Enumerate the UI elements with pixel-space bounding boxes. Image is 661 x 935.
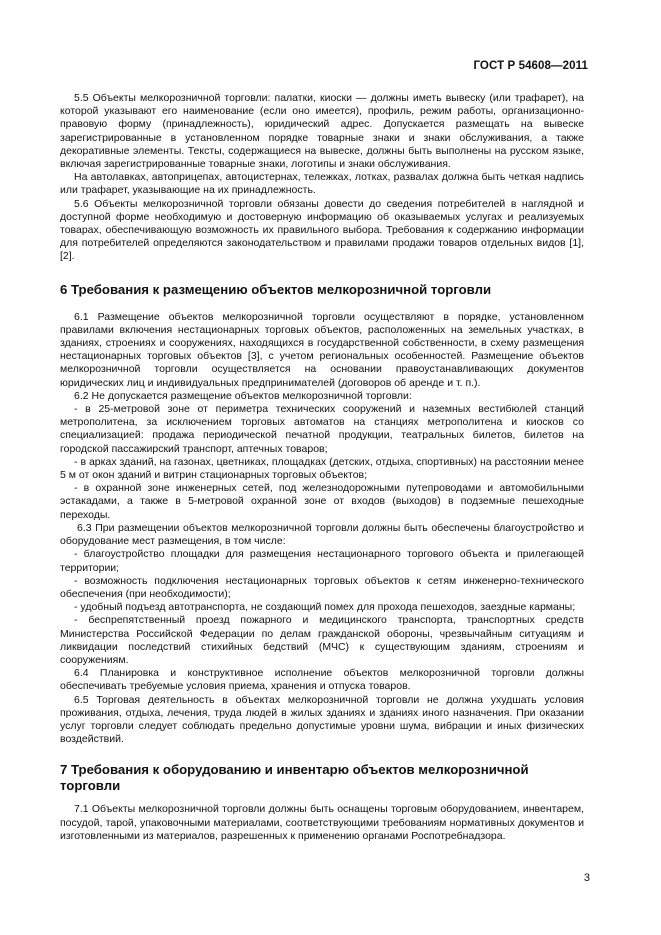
list-item-6-2-metro: - в 25-метровой зоне от периметра технических сооружений и наземных вестибюлей станций метрополитена, за исключением торговых автоматов на станциях метрополитена и киосков со специализацией: продажа периодической печатной продукции, театральных билетов, билетов на городской пассажирский транспорт, аптечных товаров; <box>60 403 584 455</box>
page-body <box>60 92 584 843</box>
page-number: 3 <box>583 872 590 884</box>
paragraph-6-4: 6.4 Планировка и конструктивное исполнение объектов мелкорозничной торговли должны обеспечивать требуемые условия приема, хранения и отпуска товаров. <box>60 667 584 693</box>
paragraph-5-5: 5.5 Объекты мелкорозничной торговли: палатки, киоски — должны иметь вывеску (или трафарет), на которой указывают его наименование (если оно имеется), профиль, режим работы, организационно-правовую форму (принадлежность), юридический адрес. Допускается размещать на вывеске зарегистрированные в установленном порядке товарные знаки и знаки обслуживания, а также декоративные элементы. Тексты, содержащиеся на вывеске, должны быть выполнены на русском языке, включая зарегистрированные товарные знаки, логотипы и знаки обслуживания. <box>60 92 584 171</box>
paragraph-5-6: 5.6 Объекты мелкорозничной торговли обязаны довести до сведения потребителей в наглядной и доступной форме необходимую и достоверную информацию об оказываемых услугах и реализуемых товарах, обеспечивающую возможность их правильного выбора. Требования к содержанию информации для потребителей определяются законодательством и правилами продажи товаров отдельных видов [1], [2]. <box>60 197 584 263</box>
list-item-6-3-access: - удобный подъезд автотранспорта, не создающий помех для прохода пешеходов, заездные карманы; <box>74 601 576 614</box>
paragraph-6-2: 6.2 Не допускается размещение объектов мелкорозничной торговли: <box>74 389 412 402</box>
paragraph-5-5-continuation: На автолавках, автоприцепах, автоцистернах, тележках, лотках, развалах должна быть четкая надпись или трафарет, указывающие на их принадлежность. <box>60 171 584 197</box>
list-item-6-3-emergency: - беспрепятственный проезд пожарного и медицинского транспорта, транспортных средств Министерства Российской Федерации по делам гражданской обороны, чрезвычайным ситуациям и ликвидации последствий стихийных бедствий (МЧС) к существующим зданиям, строениям и сооружениям. <box>60 614 584 666</box>
section-heading-6: 6 Требования к размещению объектов мелкорозничной торговли <box>60 281 492 297</box>
paragraph-7-1: 7.1 Объекты мелкорозничной торговли должны быть оснащены торговым оборудованием, инвентарем, посудой, тарой, упаковочными материалами, соответствующими требованиям нормативных документов и изготовленными из материалов, разрешенных к применению органами Роспотребнадзора. <box>60 803 584 842</box>
list-item-6-2-arches: - в арках зданий, на газонах, цветниках, площадках (детских, отдыха, спортивных) на расстоянии менее 5 м от окон зданий и витрин стационарных торговых объектов; <box>60 455 584 482</box>
list-item-6-3-utilities: - возможность подключения нестационарных торговых объектов к сетям инженерно-технического обеспечения (при необходимости); <box>60 574 584 600</box>
list-item-6-2-utility-zone: - в охранной зоне инженерных сетей, под железнодорожными путепроводами и автомобильными эстакадами, а также в 5-метровой охранной зоне от входов (выходов) в подземные пешеходные переходы. <box>60 482 584 521</box>
list-item-6-3-landscaping: - благоустройство площадки для размещения нестационарного торгового объекта и прилегающей территории; <box>60 548 584 574</box>
paragraph-6-1: 6.1 Размещение объектов мелкорозничной торговли осуществляют в порядке, установленном правилами включения нестационарных торговых объектов, расположенных на земельных участках, в зданиях, строениях и сооружениях, находящихся в государственной собственности, в схему размещения нестационарных торговых объектов [3], с учетом региональных особенностей. Размещение объектов мелкорозничной торговли осуществляется на основании правоустанавливающих документов юридических лиц и индивидуальных предпринимателей (договоров об аренде и т. п.). <box>60 310 584 389</box>
paragraph-6-3: 6.3 При размещении объектов мелкорозничной торговли должны быть обеспечены благоустройство и оборудование мест размещения, в том числе: <box>60 521 584 548</box>
document-code: ГОСТ Р 54608—2011 <box>473 60 588 72</box>
section-heading-7: 7 Требования к оборудованию и инвентарю объектов мелкорозничной торговли <box>60 762 529 794</box>
paragraph-6-5: 6.5 Торговая деятельность в объектах мелкорозничной торговли не должна ухудшать условия проживания, отдыха, лечения, труда людей в жилых зданиях и зданиях иного назначения. При оказании услуг торговли следует соблюдать предельно допустимые уровни шума, вибрации и иных физических воздействий. <box>60 693 584 746</box>
